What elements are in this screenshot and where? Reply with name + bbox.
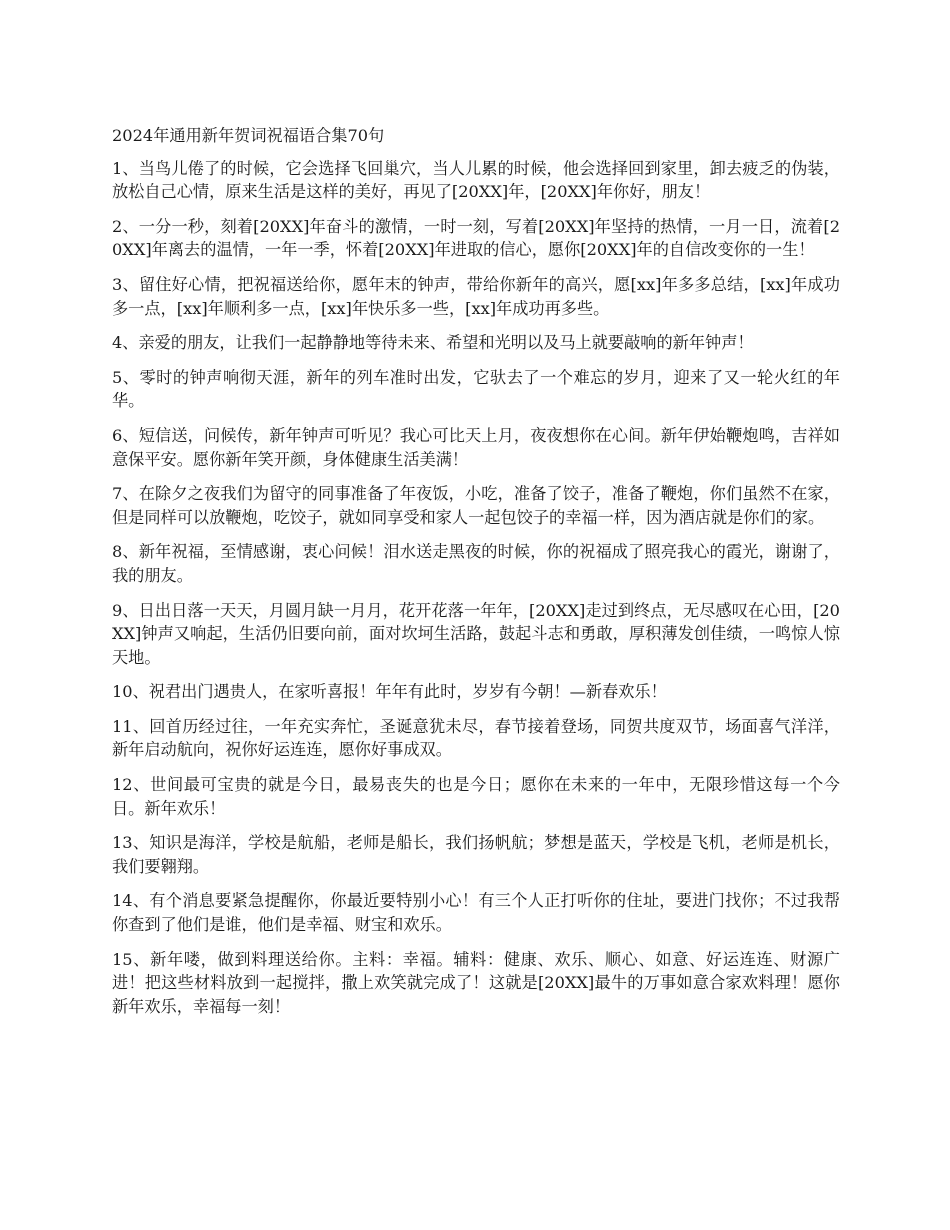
paragraph-15: 15、新年喽，做到料理送给你。主料：幸福。辅料：健康、欢乐、顺心、如意、好运连连、财源广进！把这些材料放到一起搅拌，撒上欢笑就完成了！这就是[20XX]最牛的万事如意合家欢料理！愿你新年欢乐，幸福每一刻！ <box>112 949 840 1016</box>
paragraph-9: 9、日出日落一天天，月圆月缺一月月，花开花落一年年，[20XX]走过到终点，无尽感叹在心田，[20XX]钟声又响起，生活仍旧要向前，面对坎坷生活路，鼓起斗志和勇敢，厚积薄发创佳绩，一鸣惊人惊天地。 <box>112 600 840 667</box>
paragraph-13: 13、知识是海洋，学校是航船，老师是船长，我们扬帆航；梦想是蓝天，学校是飞机，老师是机长，我们要翱翔。 <box>112 833 840 876</box>
paragraph-6: 6、短信送，问候传，新年钟声可听见？我心可比天上月，夜夜想你在心间。新年伊始鞭炮鸣，吉祥如意保平安。愿你新年笑开颜，身体健康生活美满！ <box>112 425 840 469</box>
paragraph-5: 5、零时的钟声响彻天涯，新年的列车准时出发，它驮去了一个难忘的岁月，迎来了又一轮火红的年华。 <box>112 367 840 411</box>
paragraph-7: 7、在除夕之夜我们为留守的同事准备了年夜饭，小吃，准备了饺子，准备了鞭炮，你们虽然不在家，但是同样可以放鞭炮，吃饺子，就如同享受和家人一起包饺子的幸福一样，因为酒店就是你们的家。 <box>112 484 840 527</box>
paragraph-1: 1、当鸟儿倦了的时候，它会选择飞回巢穴，当人儿累的时候，他会选择回到家里，卸去疲乏的伪装，放松自己心情，原来生活是这样的美好，再见了[20XX]年，[20XX]年你好，朋友！ <box>112 158 840 202</box>
paragraph-4: 4、亲爱的朋友，让我们一起静静地等待未来、希望和光明以及马上就要敲响的新年钟声！ <box>112 333 754 353</box>
paragraph-3: 3、留住好心情，把祝福送给你，愿年末的钟声，带给你新年的高兴，愿[xx]年多多总结，[xx]年成功多一点，[xx]年顺利多一点，[xx]年快乐多一些，[xx]年成功再多些。 <box>112 274 840 318</box>
paragraph-2: 2、一分一秒，刻着[20XX]年奋斗的激情，一时一刻，写着[20XX]年坚持的热情，一月一日，流着[20XX]年离去的温情，一年一季，怀着[20XX]年进取的信心，愿你[20XX]年的自信改变你的一生！ <box>112 216 840 260</box>
document-title: 2024年通用新年贺词祝福语合集70句 <box>112 126 385 145</box>
paragraph-10: 10、祝君出门遇贵人，在家听喜报！年年有此时，岁岁有今朝！—新春欢乐！ <box>112 682 667 702</box>
paragraph-12: 12、世间最可宝贵的就是今日，最易丧失的也是今日；愿你在未来的一年中，无限珍惜这每一个今日。新年欢乐！ <box>112 775 840 818</box>
paragraph-14: 14、有个消息要紧急提醒你，你最近要特别小心！有三个人正打听你的住址，要进门找你；不过我帮你查到了他们是谁，他们是幸福、财宝和欢乐。 <box>112 891 840 935</box>
document-body <box>112 124 840 1029</box>
paragraph-11: 11、回首历经过往，一年充实奔忙，圣诞意犹未尽，春节接着登场，同贺共度双节，场面喜气洋洋，新年启动航向，祝你好运连连，愿你好事成双。 <box>112 716 840 760</box>
paragraph-8: 8、新年祝福，至情感谢，衷心问候！泪水送走黑夜的时候，你的祝福成了照亮我心的霞光，谢谢了，我的朋友。 <box>112 542 840 585</box>
